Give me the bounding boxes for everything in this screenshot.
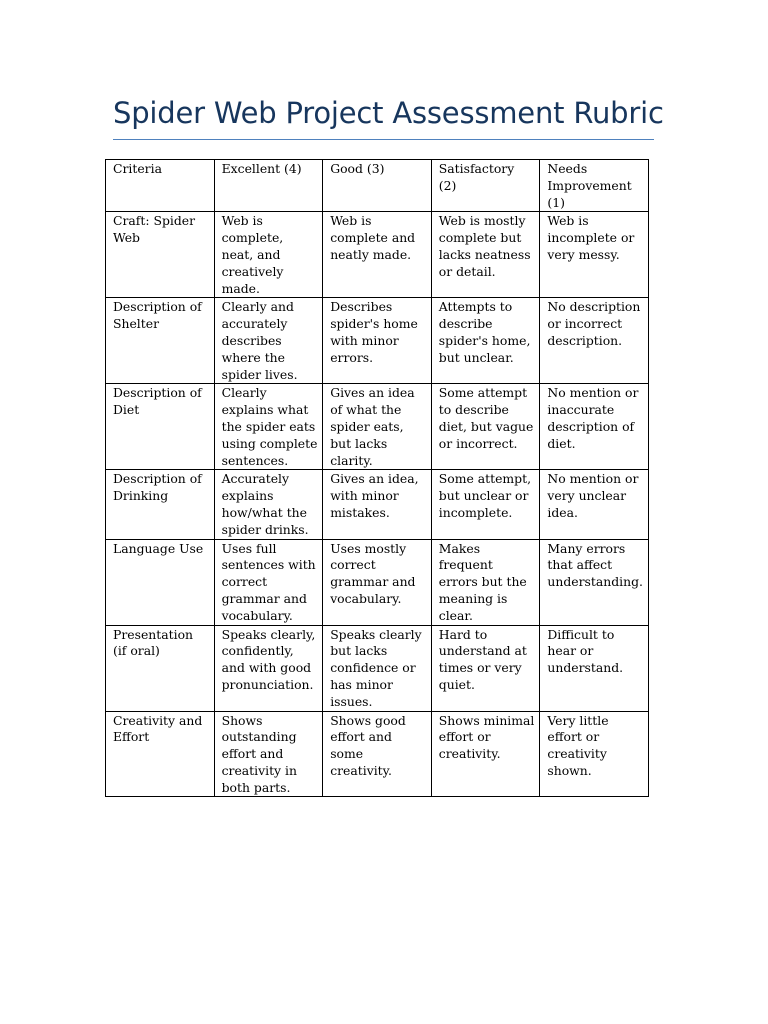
title-underline — [113, 139, 654, 140]
criteria-cell: Description of Diet — [106, 384, 215, 470]
criteria-cell: Creativity and Effort — [106, 711, 215, 797]
excellent-cell: Accurately explains how/what the spider drinks. — [214, 470, 323, 539]
good-cell: Speaks clearly but lacks confidence or has minor issues. — [323, 625, 432, 711]
good-cell: Gives an idea, with minor mistakes. — [323, 470, 432, 539]
table-row — [106, 625, 649, 711]
satisfactory-cell: Some attempt, but unclear or incomplete. — [431, 470, 540, 539]
good-cell: Describes spider's home with minor errors. — [323, 298, 432, 384]
page-title: Spider Web Project Assessment Rubric — [113, 96, 664, 130]
excellent-cell: Uses full sentences with correct grammar and vocabulary. — [214, 539, 323, 625]
criteria-cell: Language Use — [106, 539, 215, 625]
good-cell: Web is complete and neatly made. — [323, 212, 432, 298]
excellent-cell: Clearly explains what the spider eats using complete sentences. — [214, 384, 323, 470]
good-cell: Shows good effort and some creativity. — [323, 711, 432, 797]
header-needs-improvement: Needs Improvement (1) — [540, 160, 649, 212]
table-row — [106, 539, 649, 625]
excellent-cell: Shows outstanding effort and creativity in both parts. — [214, 711, 323, 797]
table-header-row — [106, 160, 649, 212]
criteria-cell: Craft: Spider Web — [106, 212, 215, 298]
needs-improvement-cell: Very little effort or creativity shown. — [540, 711, 649, 797]
satisfactory-cell: Some attempt to describe diet, but vague or incorrect. — [431, 384, 540, 470]
satisfactory-cell: Web is mostly complete but lacks neatness or detail. — [431, 212, 540, 298]
header-excellent: Excellent (4) — [214, 160, 323, 212]
satisfactory-cell: Shows minimal effort or creativity. — [431, 711, 540, 797]
needs-improvement-cell: Web is incomplete or very messy. — [540, 212, 649, 298]
criteria-cell: Presentation (if oral) — [106, 625, 215, 711]
good-cell: Gives an idea of what the spider eats, but lacks clarity. — [323, 384, 432, 470]
excellent-cell: Clearly and accurately describes where the spider lives. — [214, 298, 323, 384]
criteria-cell: Description of Shelter — [106, 298, 215, 384]
needs-improvement-cell: No description or incorrect description. — [540, 298, 649, 384]
table-row — [106, 470, 649, 539]
table-row — [106, 384, 649, 470]
criteria-cell: Description of Drinking — [106, 470, 215, 539]
good-cell: Uses mostly correct grammar and vocabulary. — [323, 539, 432, 625]
table-row — [106, 298, 649, 384]
table-row — [106, 711, 649, 797]
rubric-table — [105, 159, 649, 797]
header-criteria: Criteria — [106, 160, 215, 212]
excellent-cell: Web is complete, neat, and creatively made. — [214, 212, 323, 298]
satisfactory-cell: Makes frequent errors but the meaning is clear. — [431, 539, 540, 625]
table-row — [106, 212, 649, 298]
needs-improvement-cell: Difficult to hear or understand. — [540, 625, 649, 711]
header-good: Good (3) — [323, 160, 432, 212]
needs-improvement-cell: Many errors that affect understanding. — [540, 539, 649, 625]
satisfactory-cell: Hard to understand at times or very quiet. — [431, 625, 540, 711]
header-satisfactory: Satisfactory (2) — [431, 160, 540, 212]
satisfactory-cell: Attempts to describe spider's home, but unclear. — [431, 298, 540, 384]
needs-improvement-cell: No mention or inaccurate description of diet. — [540, 384, 649, 470]
needs-improvement-cell: No mention or very unclear idea. — [540, 470, 649, 539]
excellent-cell: Speaks clearly, confidently, and with good pronunciation. — [214, 625, 323, 711]
